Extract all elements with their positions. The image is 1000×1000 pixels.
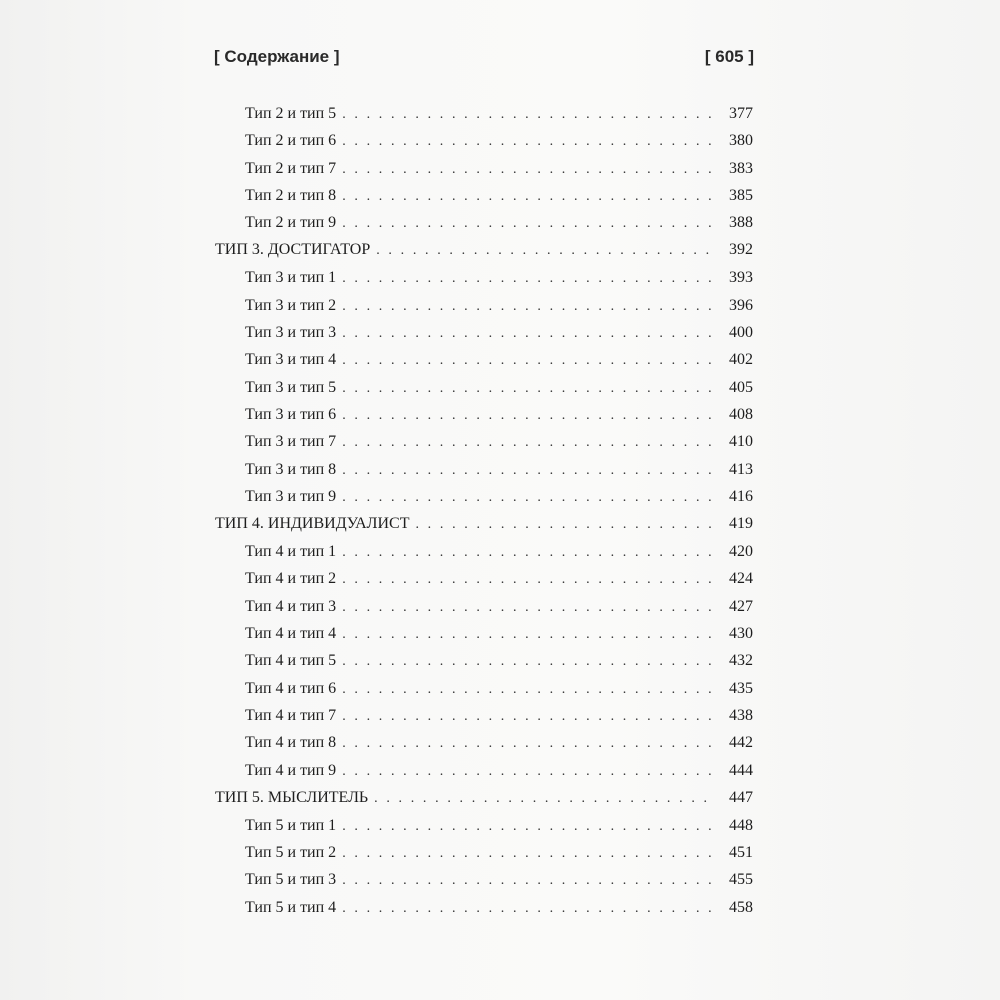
toc-entry <box>215 565 753 592</box>
toc-entry <box>215 593 753 620</box>
page-number: [ 605 ] <box>704 47 754 66</box>
toc-entry-title: Тип 2 и тип 8 <box>245 186 337 204</box>
dot-leader <box>342 375 715 402</box>
toc-entry-title: ТИП 5. МЫСЛИТЕЛЬ <box>215 788 369 806</box>
toc-entry-page: 402 <box>729 351 753 369</box>
dot-leader <box>342 457 715 484</box>
toc-entry-title: Тип 3 и тип 8 <box>245 460 337 478</box>
toc-entry-title: ТИП 3. ДОСТИГАТОР <box>215 241 371 259</box>
toc-entry <box>215 866 753 893</box>
toc-entry-title: Тип 3 и тип 6 <box>245 405 337 423</box>
toc-entry <box>215 675 753 702</box>
dot-leader <box>342 156 715 183</box>
toc-entry-title: Тип 4 и тип 9 <box>245 761 337 779</box>
toc-entry-page: 400 <box>729 324 753 342</box>
dot-leader <box>342 183 715 210</box>
toc-entry-page: 451 <box>729 844 753 862</box>
toc-entry <box>215 346 753 373</box>
toc-entry <box>215 428 753 455</box>
dot-leader <box>342 867 715 894</box>
toc-entry-title: Тип 2 и тип 5 <box>245 105 337 122</box>
toc-entry-title: Тип 5 и тип 1 <box>245 816 337 834</box>
toc-entry-page: 405 <box>729 378 753 396</box>
toc-entry-title: Тип 4 и тип 3 <box>245 597 337 615</box>
dot-leader <box>376 237 715 265</box>
toc-entry <box>215 729 753 756</box>
toc-entry-page: 435 <box>729 679 753 697</box>
dot-leader <box>342 128 715 155</box>
dot-leader <box>342 402 715 429</box>
toc-chapter-entry <box>215 236 753 264</box>
toc-entry <box>215 812 753 839</box>
dot-leader <box>342 293 715 320</box>
dot-leader <box>415 511 715 539</box>
toc-entry-page: 416 <box>729 487 753 505</box>
toc-entry-page: 432 <box>729 652 753 670</box>
toc-entry-page: 408 <box>729 405 753 423</box>
dot-leader <box>342 539 715 566</box>
toc-entry-page: 424 <box>729 570 753 588</box>
running-head <box>214 47 754 73</box>
toc-entry <box>215 620 753 647</box>
toc-entry-page: 442 <box>729 734 753 752</box>
toc-entry-page: 380 <box>729 132 753 150</box>
section-title: [ Содержание ] <box>214 47 340 66</box>
toc-entry <box>215 264 753 291</box>
toc-entry <box>215 155 753 182</box>
toc-entry-title: Тип 3 и тип 7 <box>245 433 337 451</box>
toc-entry <box>215 292 753 319</box>
dot-leader <box>342 484 715 511</box>
dot-leader <box>342 101 715 128</box>
toc-entry-title: Тип 3 и тип 5 <box>245 378 337 396</box>
toc-entry <box>215 374 753 401</box>
toc-entry-title: Тип 4 и тип 2 <box>245 570 337 588</box>
toc-entry-title: Тип 5 и тип 2 <box>245 844 337 862</box>
toc-entry-title: Тип 2 и тип 7 <box>245 159 337 177</box>
toc-entry-title: Тип 4 и тип 7 <box>245 706 337 724</box>
dot-leader <box>342 594 715 621</box>
toc-entry <box>215 401 753 428</box>
dot-leader <box>342 676 715 703</box>
toc-entry-title: Тип 4 и тип 1 <box>245 543 337 561</box>
toc-entry-title: Тип 5 и тип 3 <box>245 871 337 889</box>
toc-entry <box>215 456 753 483</box>
toc-entry <box>215 839 753 866</box>
toc-entry-page: 396 <box>729 296 753 314</box>
toc-entry-title: Тип 3 и тип 3 <box>245 324 337 342</box>
toc-entry-title: Тип 4 и тип 5 <box>245 652 337 670</box>
dot-leader <box>342 730 715 757</box>
toc-entry-title: Тип 4 и тип 8 <box>245 734 337 752</box>
toc-entry-page: 448 <box>729 816 753 834</box>
dot-leader <box>342 648 715 675</box>
toc-entry <box>215 538 753 565</box>
toc-entry <box>215 647 753 674</box>
dot-leader <box>342 621 715 648</box>
toc-entry-page: 447 <box>729 788 753 806</box>
dot-leader <box>342 566 715 593</box>
toc-entry-title: Тип 3 и тип 1 <box>245 269 337 287</box>
dot-leader <box>342 758 715 785</box>
toc-entry-page: 455 <box>729 871 753 889</box>
toc-entry <box>215 702 753 729</box>
toc-entry <box>215 182 753 209</box>
dot-leader <box>342 429 715 456</box>
toc-entry-title: Тип 5 и тип 4 <box>245 898 337 916</box>
toc-entry-page: 413 <box>729 460 753 478</box>
toc-entry-page: 458 <box>729 898 753 916</box>
dot-leader <box>342 210 715 237</box>
toc-entry <box>215 127 753 154</box>
dot-leader <box>342 347 715 374</box>
dot-leader <box>342 895 715 922</box>
toc-entry-title: Тип 2 и тип 6 <box>245 132 337 150</box>
toc-entry-page: 385 <box>729 186 753 204</box>
toc-chapter-entry <box>215 510 753 538</box>
toc-entry-title: Тип 4 и тип 4 <box>245 625 337 643</box>
dot-leader <box>342 840 715 867</box>
toc-entry-title: Тип 4 и тип 6 <box>245 679 337 697</box>
toc-entry-page: 438 <box>729 706 753 724</box>
toc-entry-page: 392 <box>729 241 753 259</box>
toc-entry-title: Тип 3 и тип 2 <box>245 296 337 314</box>
dot-leader <box>374 785 715 813</box>
toc-entry-page: 427 <box>729 597 753 615</box>
toc-entry <box>215 483 753 510</box>
toc-entry <box>215 209 753 236</box>
dot-leader <box>342 320 715 347</box>
toc-entry-title: Тип 3 и тип 4 <box>245 351 337 369</box>
toc-entry-page: 377 <box>729 105 753 122</box>
toc-entry-page: 419 <box>729 515 753 533</box>
toc-entry <box>215 100 753 127</box>
toc-entry-page: 393 <box>729 269 753 287</box>
dot-leader <box>342 265 715 292</box>
toc-chapter-entry <box>215 784 753 812</box>
toc-entry <box>215 319 753 346</box>
toc-entry-title: Тип 3 и тип 9 <box>245 487 337 505</box>
toc-entry-page: 430 <box>729 625 753 643</box>
toc-entry-title: ТИП 4. ИНДИВИДУАЛИСТ <box>215 515 410 533</box>
toc-entry-page: 420 <box>729 543 753 561</box>
toc-entry-page: 383 <box>729 159 753 177</box>
dot-leader <box>342 703 715 730</box>
toc-entry-page: 410 <box>729 433 753 451</box>
toc-entry-page: 444 <box>729 761 753 779</box>
toc-entry-page: 388 <box>729 214 753 232</box>
dot-leader <box>342 813 715 840</box>
toc-entry <box>215 894 753 921</box>
table-of-contents <box>215 100 753 921</box>
toc-entry-title: Тип 2 и тип 9 <box>245 214 337 232</box>
toc-entry <box>215 757 753 784</box>
